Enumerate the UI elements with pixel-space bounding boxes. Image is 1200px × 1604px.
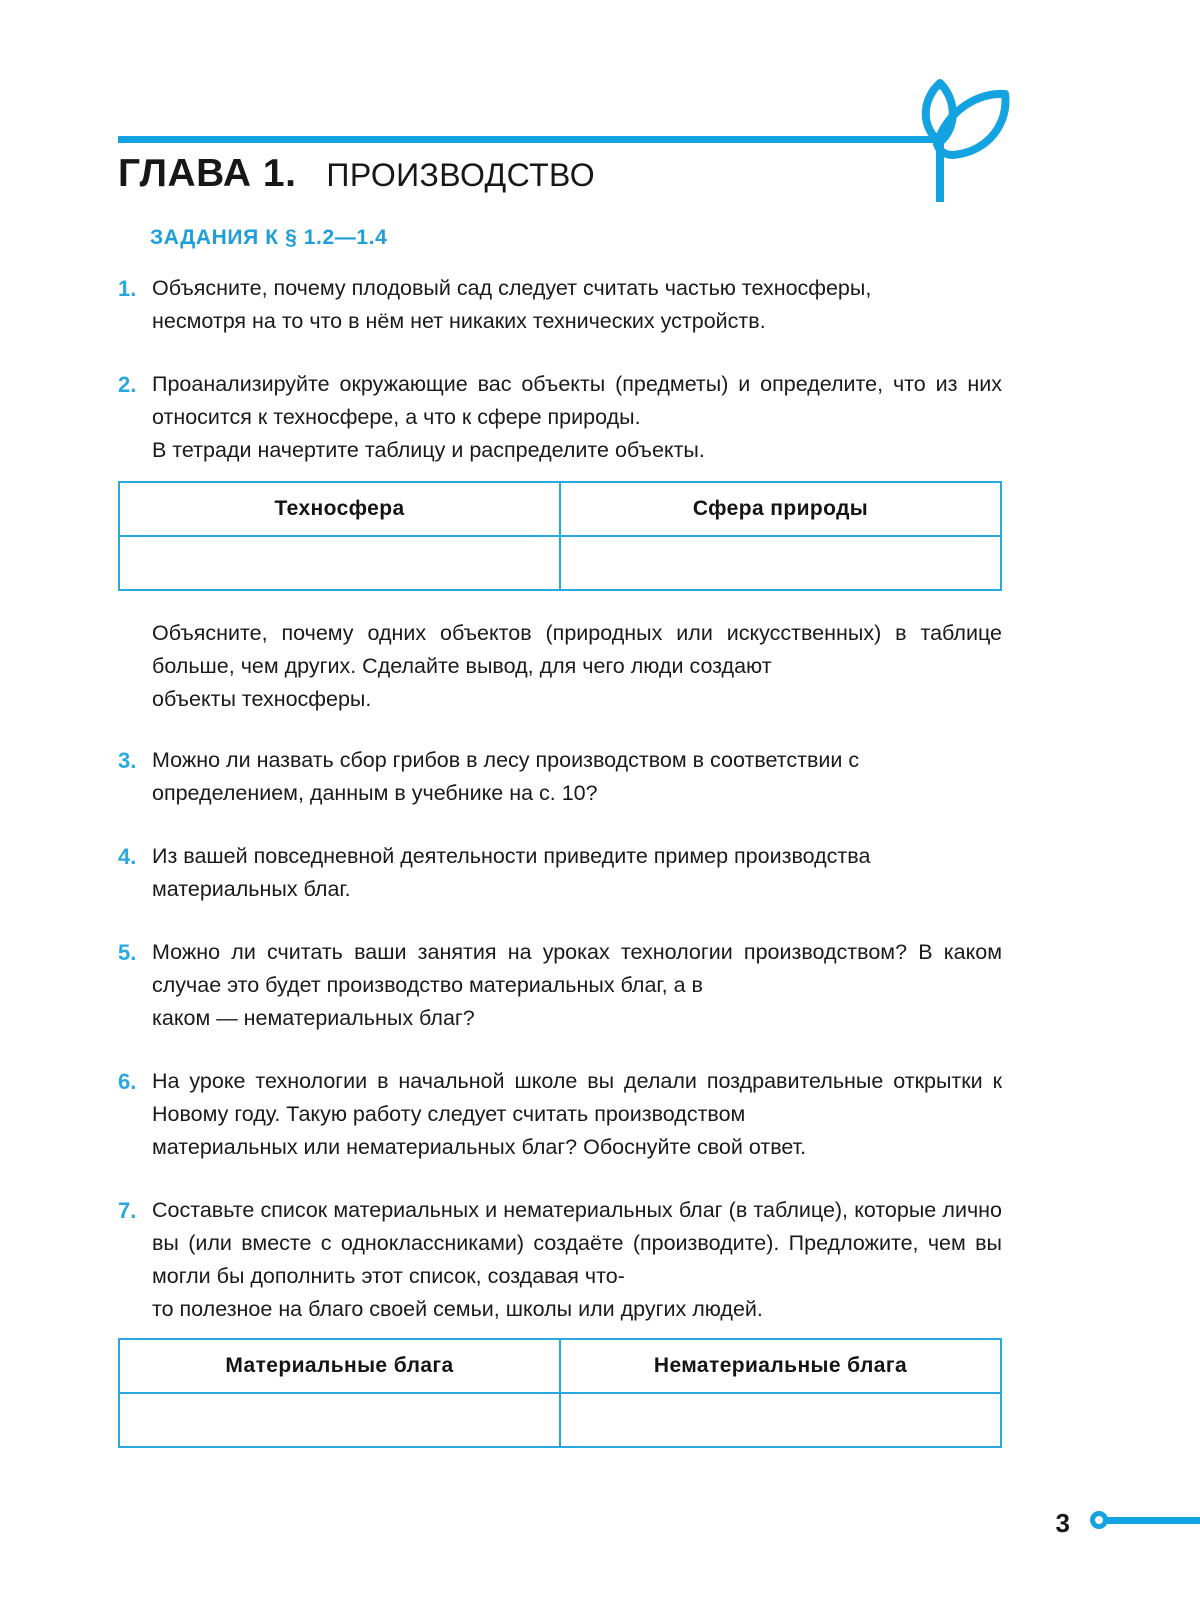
page-footer <box>0 1464 1200 1604</box>
page-content <box>118 226 1002 1474</box>
table-row <box>119 1393 1001 1447</box>
chapter-name: ПРОИЗВОДСТВО <box>326 157 595 193</box>
table-cell[interactable] <box>560 1393 1001 1447</box>
task-item-4 <box>118 840 1002 906</box>
header-rule <box>118 136 940 143</box>
task-item-2 <box>118 368 1002 467</box>
table-header-cell: Техносфера <box>119 482 560 536</box>
table-row <box>119 536 1001 590</box>
task-item-5 <box>118 936 1002 1035</box>
table-header-row <box>119 1339 1001 1393</box>
task-text <box>152 936 1002 1035</box>
footer-rule <box>1104 1517 1200 1524</box>
sprout-icon <box>893 70 1013 205</box>
paragraph-after-table1 <box>152 617 1002 716</box>
task-text-main: На уроке технологии в начальной школе вы делали поздравительные открытки к Новому году. Такую работу следует считать производством <box>152 1069 1002 1126</box>
task-text-main: Можно ли назвать сбор грибов в лесу производством в соответствии с <box>152 748 860 772</box>
task-text-main: Можно ли считать ваши занятия на уроках технологии производством? В каком случае это будет производство материальных благ, а в <box>152 940 1002 997</box>
table-cell[interactable] <box>560 536 1001 590</box>
page-title <box>118 152 595 196</box>
paragraph-lastline: объекты техносферы. <box>152 687 372 711</box>
task-text-lastline: материальных или нематериальных благ? Обоснуйте свой ответ. <box>152 1135 807 1159</box>
task-number: 4. <box>118 844 137 869</box>
task-text <box>152 1194 1002 1326</box>
page-number: 3 <box>1055 1508 1070 1538</box>
chapter-label: ГЛАВА 1. <box>118 152 297 195</box>
task-item-3 <box>118 744 1002 810</box>
table-cell[interactable] <box>119 536 560 590</box>
table-header-row <box>119 482 1001 536</box>
task-item-1 <box>118 272 1002 338</box>
task-text-lastline: В тетради начертите таблицу и распределите объекты. <box>152 438 705 462</box>
task-text-main: Из вашей повседневной деятельности приведите пример производства <box>152 844 871 868</box>
task-number: 2. <box>118 372 137 397</box>
task-text <box>152 272 1002 338</box>
task-text-main: Объясните, почему плодовый сад следует считать частью техносферы, <box>152 276 872 300</box>
task-text-lastline: то полезное на благо своей семьи, школы или других людей. <box>152 1297 763 1321</box>
task-text-lastline: определением, данным в учебнике на с. 10? <box>152 781 598 805</box>
table-header-cell: Материальные блага <box>119 1339 560 1393</box>
task-text <box>152 1065 1002 1164</box>
material-nonmaterial-goods-table <box>118 1338 1002 1448</box>
task-item-7 <box>118 1194 1002 1326</box>
table-header-cell: Сфера природы <box>560 482 1001 536</box>
section-heading: ЗАДАНИЯ К § 1.2—1.4 <box>150 226 388 249</box>
task-text-main: Проанализируйте окружающие вас объекты (предметы) и определите, что из них относится к техносфере, а что к сфере природы. <box>152 372 1002 429</box>
task-text-main: Составьте список материальных и нематериальных благ (в таблице), которые лично вы (или вместе с одноклассниками) создаёте (производите). Предложите, чем вы могли бы дополнить этот список, создавая что- <box>152 1198 1002 1288</box>
task-text-lastline: несмотря на то что в нём нет никаких технических устройств. <box>152 309 766 333</box>
task-number: 1. <box>118 276 137 301</box>
task-text-lastline: каком — нематериальных благ? <box>152 1006 475 1030</box>
task-number: 5. <box>118 940 137 965</box>
task-text-lastline: материальных благ. <box>152 877 351 901</box>
task-number: 6. <box>118 1069 137 1094</box>
task-text <box>152 368 1002 467</box>
task-text <box>152 840 1002 906</box>
page-header <box>0 0 1200 215</box>
table-cell[interactable] <box>119 1393 560 1447</box>
task-text <box>152 744 1002 810</box>
task-item-6 <box>118 1065 1002 1164</box>
paragraph-main: Объясните, почему одних объектов (природных или искусственных) в таблице больше, чем других. Сделайте вывод, для чего люди создают <box>152 621 1002 678</box>
task-number: 3. <box>118 748 137 773</box>
table-header-cell: Нематериальные блага <box>560 1339 1001 1393</box>
task-number: 7. <box>118 1198 137 1223</box>
technosphere-nature-table <box>118 481 1002 591</box>
